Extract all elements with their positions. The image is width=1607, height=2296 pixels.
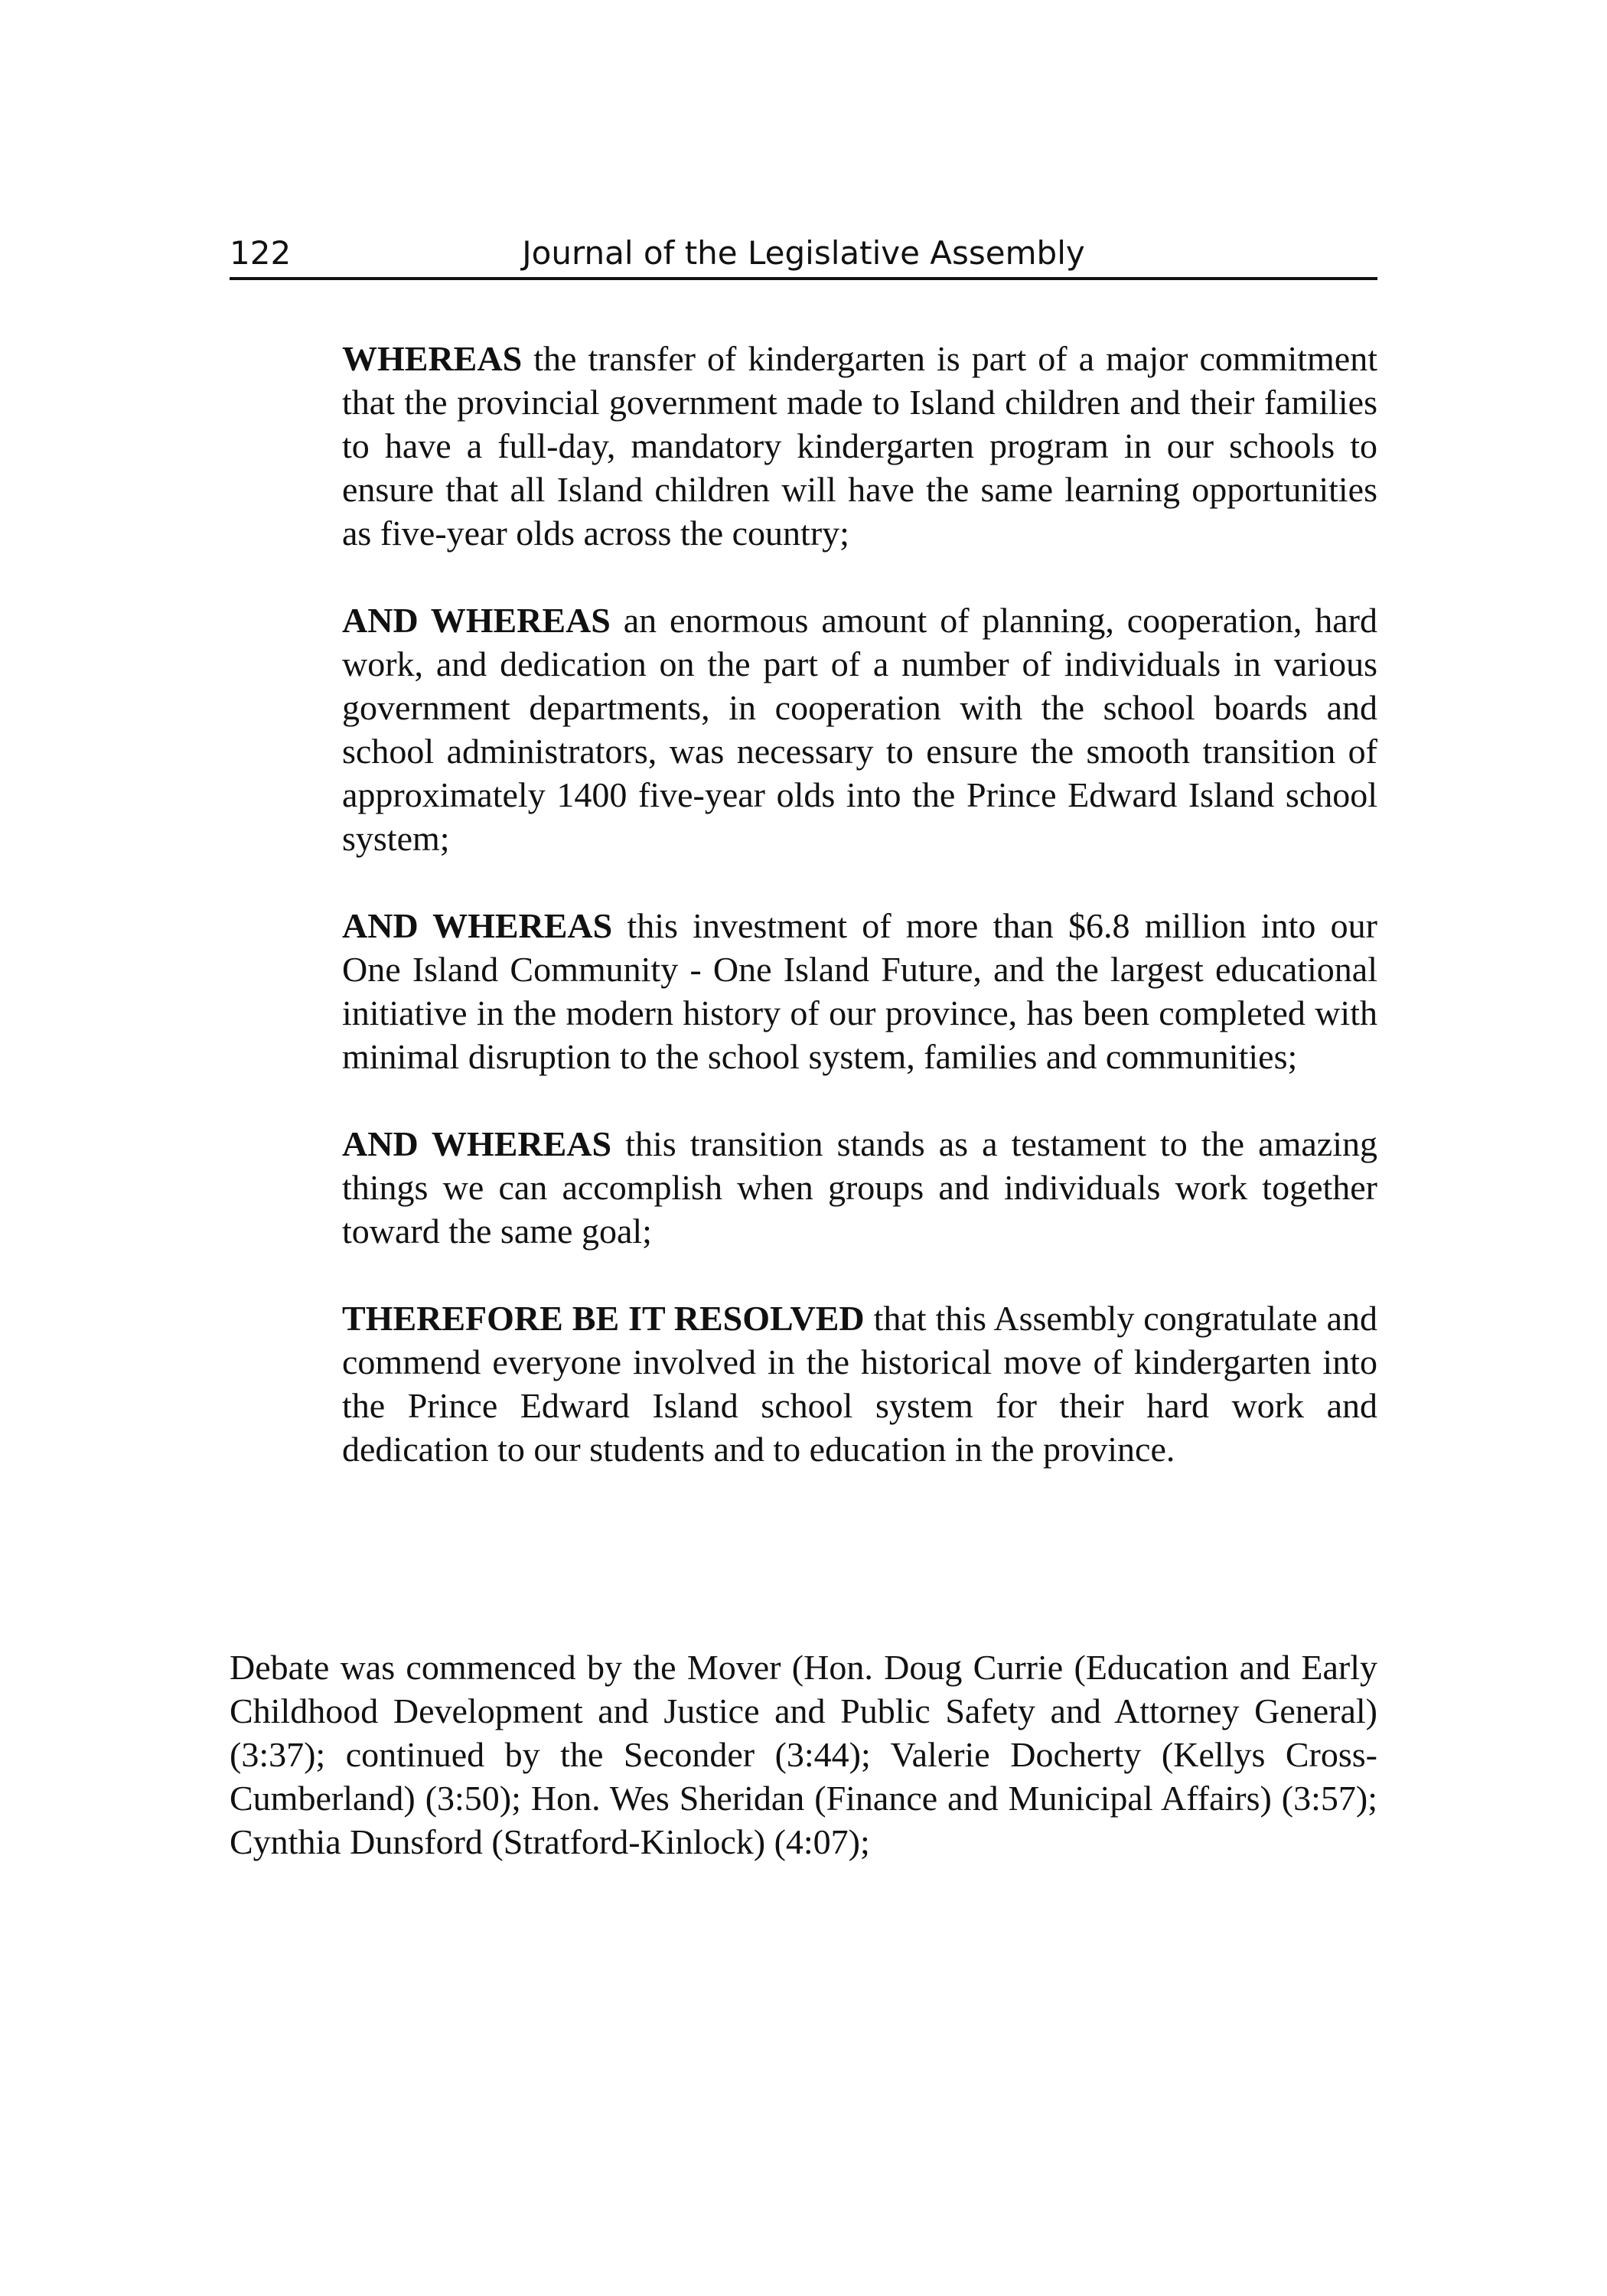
paragraph-text: this transition stands as a testament to the amazing things we can accomplish when groups and individuals work together toward the same goal; <box>342 1124 1377 1251</box>
paragraph-text: that this Assembly congratulate and commend everyone involved in the historical move of kindergarten into the Prince Edward Island school system for their hard work and dedication to our students and to education in the province. <box>342 1299 1377 1469</box>
journal-title: Journal of the Legislative Assembly <box>522 234 1085 272</box>
whereas-paragraph-1 <box>342 337 1377 555</box>
resolution-block <box>342 337 1377 1471</box>
paragraph-text: the transfer of kindergarten is part of a major commitment that the provincial government made to Island children and their families to have a full-day, mandatory kindergarten program in our schools to ensure that all Island children will have the same learning opportunities as five-year olds across the country; <box>342 339 1377 553</box>
debate-paragraph: Debate was commenced by the Mover (Hon. Doug Currie (Education and Early Childhood Development and Justice and Public Safety and Attorney General) (3:37); continued by the Seconder (3:44); Valerie Docherty (Kellys Cross-Cumberland) (3:50); Hon. Wes Sheridan (Finance and Municipal Affairs) (3:57); Cynthia Dunsford (Stratford-Kinlock) (4:07); <box>230 1648 1377 1861</box>
running-head <box>230 230 1377 280</box>
whereas-paragraph-4 <box>342 1122 1377 1253</box>
paragraph-text: this investment of more than $6.8 million into our One Island Community - One Island Future, and the largest educational initiative in the modern history of our province, has been completed with minimal disruption to the school system, families and communities; <box>342 906 1377 1076</box>
paragraph-lead: AND WHEREAS <box>342 601 611 640</box>
paragraph-text: an enormous amount of planning, cooperation, hard work, and dedication on the part of a number of individuals in various government departments, in cooperation with the school boards and school administrators, was necessary to ensure the smooth transition of approximately 1400 five-year olds into the Prince Edward Island school system; <box>342 601 1377 858</box>
paragraph-lead: AND WHEREAS <box>342 1124 612 1163</box>
page-number: 122 <box>230 234 292 272</box>
paragraph-lead: AND WHEREAS <box>342 906 613 945</box>
paragraph-lead: THEREFORE BE IT RESOLVED <box>342 1299 865 1338</box>
resolved-paragraph <box>342 1296 1377 1471</box>
whereas-paragraph-2 <box>342 598 1377 860</box>
whereas-paragraph-3 <box>342 904 1377 1078</box>
paragraph-lead: WHEREAS <box>342 339 523 378</box>
